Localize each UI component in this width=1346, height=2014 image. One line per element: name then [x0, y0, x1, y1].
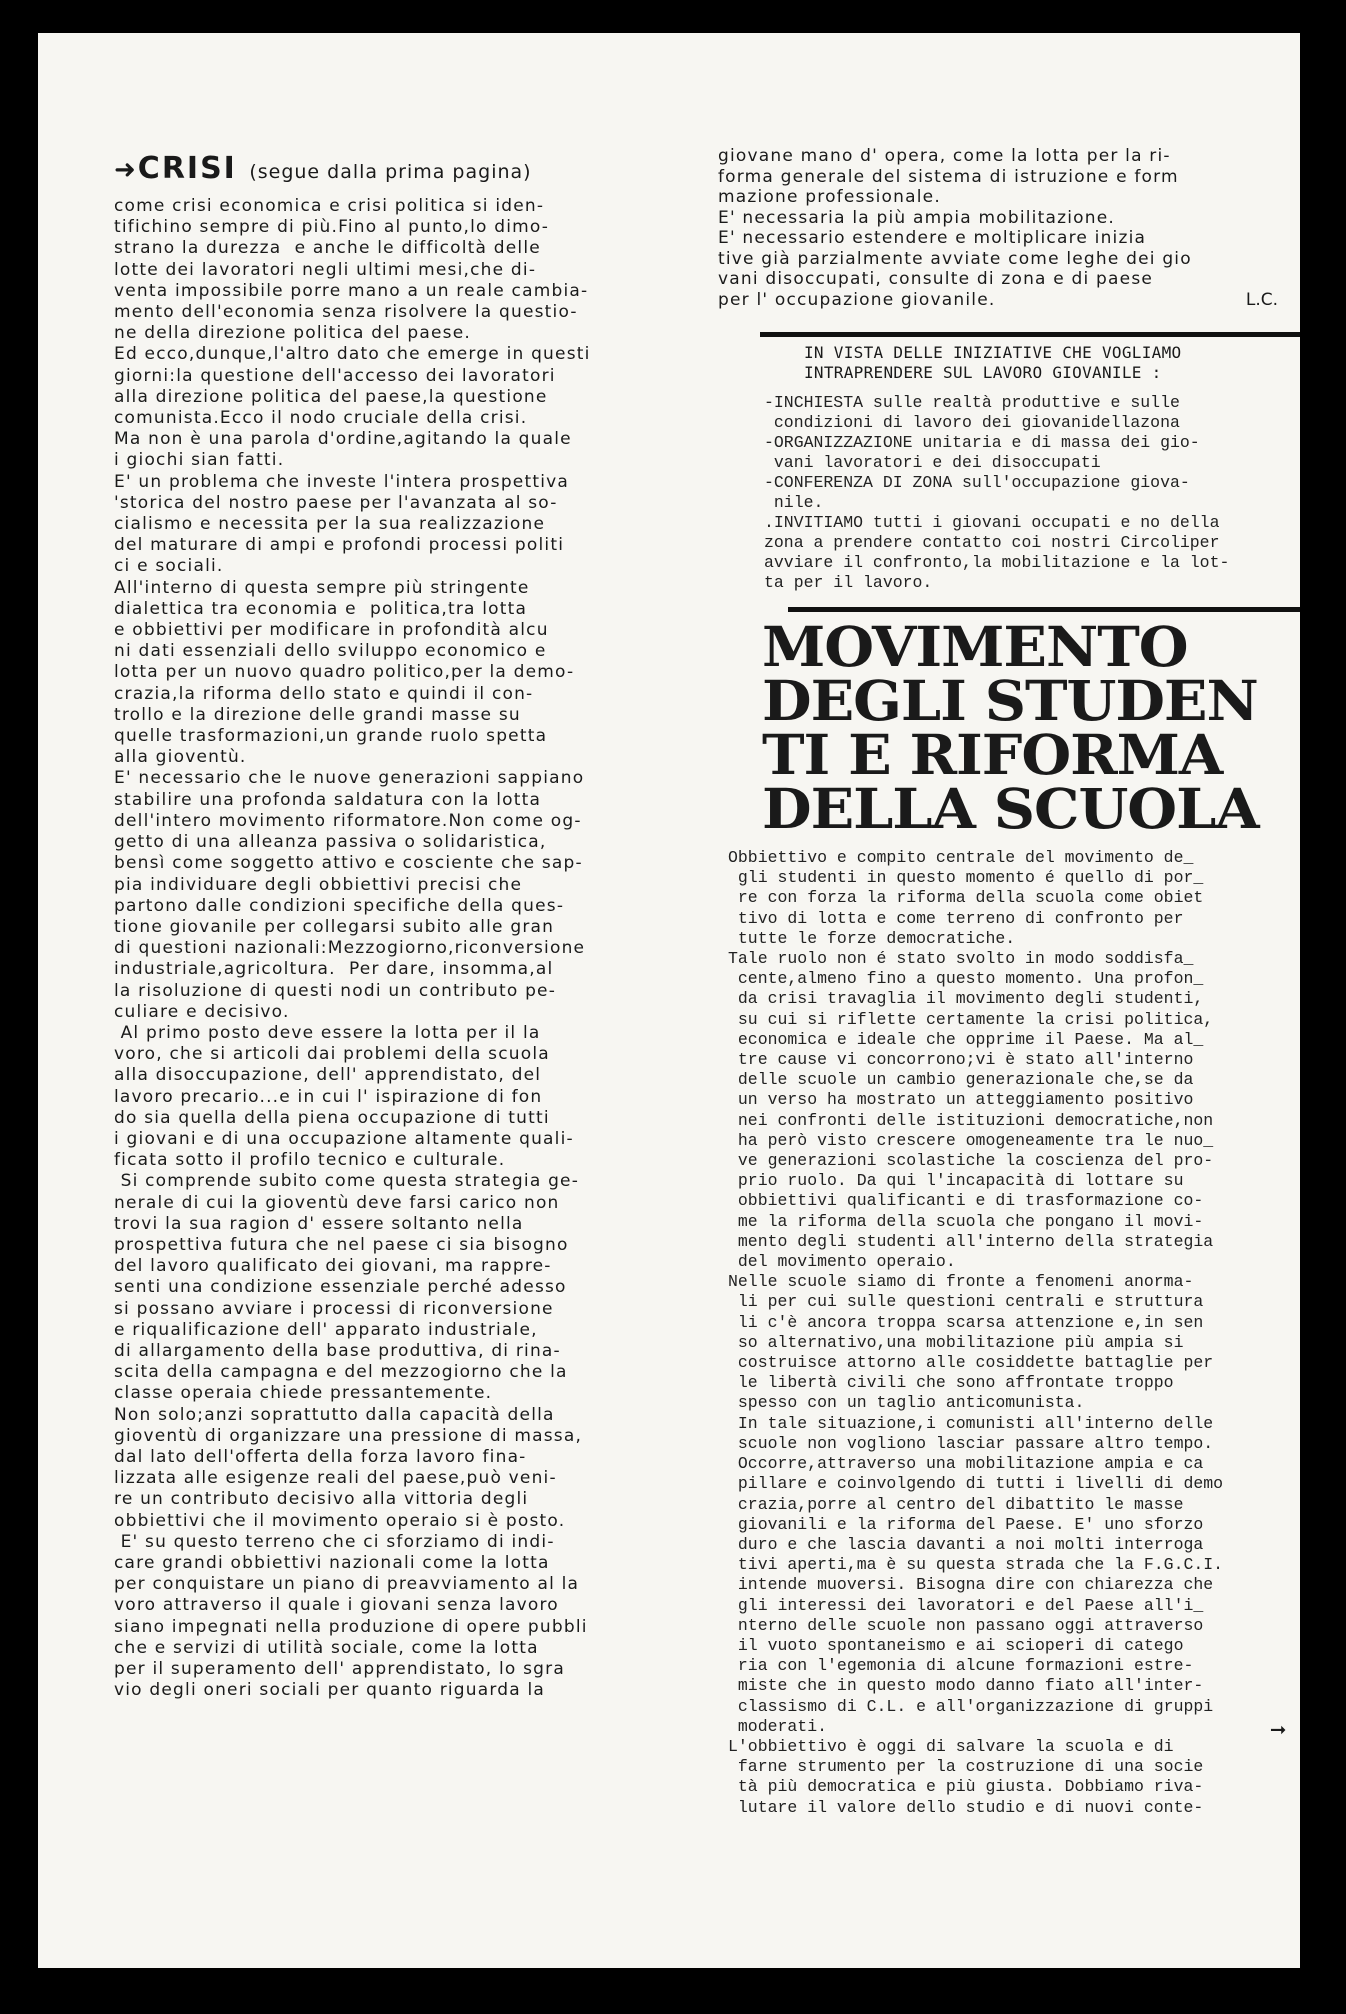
left-column-text: come crisi economica e crisi politica si iden- tifichino sempre di più.Fino al punto,lo dimo- strano la durezza e anche le difficoltà delle lotte dei lavoratori negli ultimi mesi,che di- venta impossibile porre mano a un reale cambia- mento dell'economia senza risolvere la questio- ne della direzione politica del paese. Ed ecco,dunque,l'altro dato che emerge in questi giorni:la questione dell'accesso dei lavoratori alla direzione politica del paese,la questione comunista.Ecco il nodo cruciale della crisi. Ma non è una parola d'ordine,agitando la quale i giochi sian fatti. E' un problema che investe l'intera prospettiva 'storica del nostro paese per l'avanzata al so- cialismo e necessita per la sua realizzazione del maturare di ampi e profondi processi politi ci e sociali. All'interno di questa sempre più stringente dialettica tra economia e politica,tra lotta e obbiettivi per modificare in profondità alcu ni dati essenziali dello sviluppo economico e lotta per un nuovo quadro politico,per la demo- crazia,la riforma dello stato e quindi il con- trollo e la direzione delle grandi masse su quelle trasformazioni,un grande ruolo spetta alla gioventù. E' necessario che le nuove generazioni sappiano stabilire una profonda saldatura con la lotta dell'intero movimento riformatore.Non come og- getto di una alleanza passiva o solidaristica, bensì come soggetto attivo e cosciente che sap- pia individuare degli obbiettivi precisi che partono dalle condizioni specifiche della ques- tione giovanile per collegarsi subito alle gran di questioni nazionali:Mezzogiorno,riconversione industriale,agricoltura. Per dare, insomma,al la risoluzione di questi nodi un contributo pe- culiare e decisivo. Al primo posto deve essere la lotta per il la voro, che si articoli dai problemi della scuola alla disoccupazione, dell' apprendistato, del lavoro precario...e in cui l' ispirazione di fon do sia quella della piena occupazione di tutti i giovani e di una occupazione altamente quali- ficata sotto il profilo tecnico e culturale. Si comprende subito come questa strategia ge- nerale di cui la gioventù deve farsi carico non trovi la sua ragion d' essere soltanto nella prospettiva futura che nel paese ci sia bisogno del lavoro qualificato dei giovani, ma rappre- senti una condizione essenziale perché adesso si possano avviare i processi di riconversione e riqualificazione dell' apparato industriale, di allargamento della base produttiva, di rina- scita della campagna e del mezzogiorno che la classe operaia chiede pressantemente. Non solo;anzi soprattutto dalla capacità della gioventù di organizzare una pressione di massa, dal lato dell'offerta della forza lavoro fina- lizzata alle esigenze reali del paese,può veni- re un contributo decisivo alla vittoria degli obbiettivi che il movimento operaio si è posto. E' su questo terreno che ci sforziamo di indi- care grandi obbiettivi nazionali come la lotta per conquistare un piano di preavviamento al la voro attraverso il quale i giovani senza lavoro siano impegnati nella produzione di opere pubbli che e servizi di utilità sociale, come la lotta per il superamento dell' apprendistato, lo sgra vio degli oneri sociali per quanto riguarda la [114, 196, 591, 1701]
article-body: Obbiettivo e compito centrale del movimento de_ gli studenti in questo momento é quello di por_ re con forza la riforma della scuola come obiet tivo di lotta e come terreno di confronto per tutte le forze democratiche. Tale ruolo non é stato svolto in modo soddisfa_ cente,almeno fino a questo momento. Una profon_ da crisi travaglia il movimento degli studenti, su cui si riflette certamente la crisi politica, economica e ideale che opprime il Paese. Ma al_ tre cause vi concorrono;vi è stato all'interno delle scuole un cambio generazionale che,se da un verso ha mostrato un atteggiamento positivo nei confronti delle istituzioni democratiche,non ha però visto crescere omogeneamente tra le nuo_ ve generazioni scolastiche la coscienza del pro- prio ruolo. Da qui l'incapacità di lottare su obbiettivi qualificanti e di trasformazione co- me la riforma della scuola che pongano il movi- mento degli studenti all'interno della strategia del movimento operaio. Nelle scuole siamo di fronte a fenomeni anorma- li per cui sulle questioni centrali e struttura li c'è ancora troppa scarsa attenzione e,in sen so alternativo,una mobilitazione più ampia si costruisce attorno alle cosiddette battaglie per le libertà civili che sono affrontate troppo spesso con un taglio anticomunista. In tale situazione,i comunisti all'interno delle scuole non vogliono lasciar passare altro tempo. Occorre,attraverso una mobilitazione ampia e ca pillare e coinvolgendo di tutti i livelli di demo crazia,porre al centro del dibattito le masse giovanili e la riforma del Paese. E' uno sforzo duro e che lascia davanti a noi molti interroga tivi aperti,ma è su questa strada che la F.G.C.I. intende muoversi. Bisogna dire con chiarezza che gli interessi dei lavoratori e del Paese all'i_ nterno delle scuole non passano oggi attraverso il vuoto spontaneismo e ai scioperi di catego ria con l'egemonia di alcune formazioni estre- miste che in questo modo danno fiato all'inter- classismo di C.L. e all'organizzazione di gruppi moderati. L'obbiettivo è oggi di salvare la scuola e di farne strumento per la costruzione di una socie tà più democratica e più giusta. Dobbiamo riva- lutare il valore dello studio e di nuovi conte- [728, 848, 1224, 1817]
newspaper-page [38, 33, 1300, 1968]
continue-arrow-icon: ➞ [1270, 1716, 1286, 1746]
arrow-icon: ➜ [114, 155, 138, 185]
box-heading: IN VISTA DELLE INIZIATIVE CHE VOGLIAMO INTRAPRENDERE SUL LAVORO GIOVANILE : [804, 343, 1182, 382]
right-column [718, 146, 1300, 1818]
article-title: MOVIMENTO DEGLI STUDEN TI E RIFORMA DELLA SCUOLA [762, 614, 1259, 841]
divider-top [760, 332, 1300, 337]
left-column [114, 151, 704, 1701]
signature: L.C. [1245, 290, 1278, 310]
box-body: -INCHIESTA sulle realtà produttive e sulle condizioni di lavoro dei giovanidellazona -ORGANIZZAZIONE unitaria e di massa dei gio- vani lavoratori e dei disoccupati -CONFERENZA DI ZONA sull'occupazione giova- nile. .INVITIAMO tutti i giovani occupati e no della zona a prendere contatto coi nostri Circoliper avviare il confronto,la mobilitazione e la lot- ta per il lavoro. [764, 393, 1230, 592]
continued-text: giovane mano d' opera, come la lotta per la ri- forma generale del sistema di istruzione e form mazione professionale. E' necessaria la più ampia mobilitazione. E' necessario estendere e moltiplicare inizia tive già parzialmente avviate come leghe dei gio vani disoccupati, consulte di zona e di paese per l' occupazione giovanile. [718, 146, 1192, 310]
section-subtitle: (segue dalla prima pagina) [249, 161, 532, 183]
section-header [114, 151, 704, 186]
divider-bottom [788, 607, 1300, 612]
section-title: CRISI [137, 151, 237, 186]
